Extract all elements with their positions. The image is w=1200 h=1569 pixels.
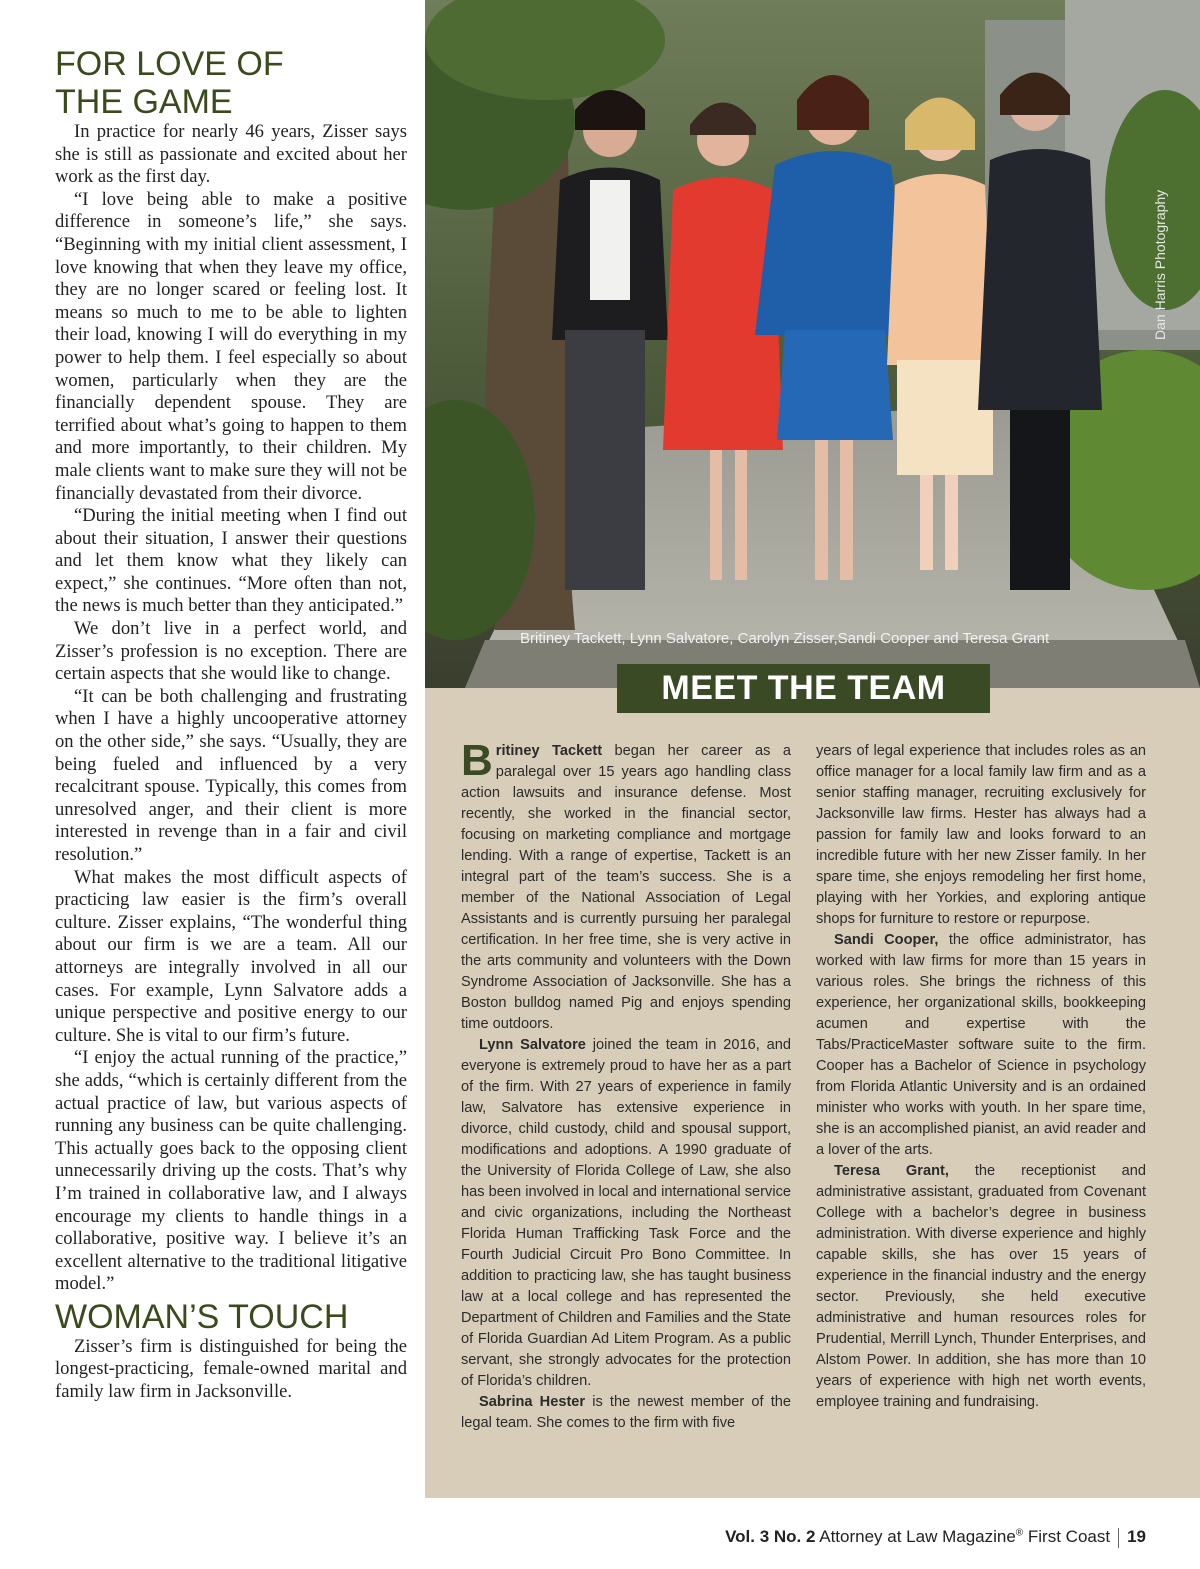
britiney-name: ritiney Tackett xyxy=(495,743,603,759)
team-photo-illustration xyxy=(425,0,1200,688)
lynn-name: Lynn Salvatore xyxy=(479,1037,586,1053)
team-column-right xyxy=(816,741,1146,1413)
britiney-paragraph xyxy=(461,736,792,1035)
paragraph: What makes the most difficult aspects of practicing law easier is the firm’s overall culture. Zisser explains, “The wonderful thing about our firm is we are a team. All our attorneys are integrally involved in all our cases. For example, Lynn Salvatore adds a unique perspective and positive energy to our culture. She is vital to our firm’s future. xyxy=(55,866,407,1046)
team-column-left xyxy=(461,736,792,1434)
photo-caption: Britiney Tackett, Lynn Salvatore, Carolyn Zisser,Sandi Cooper and Teresa Grant xyxy=(520,630,1050,647)
section-heading-love-of-game xyxy=(55,45,407,121)
sabrina-bio: is the newest member of the legal team. She comes to the firm with five xyxy=(461,1394,792,1431)
teresa-paragraph xyxy=(816,1161,1146,1413)
footer-divider xyxy=(1118,1528,1119,1548)
section-heading-womans-touch: WOMAN’S TOUCH xyxy=(55,1297,349,1336)
heading-line-1: FOR LOVE OF xyxy=(55,45,284,83)
sandi-name: Sandi Cooper, xyxy=(834,932,939,948)
sabrina-continued: years of legal experience that includes roles as an office manager for a local family law firm and as a senior staffing manager, recruiting exclusively for Jacksonville law firms. Hester has always had a passion for family law and looks forward to an incredible future with her new Zisser family. In her spare time, she enjoys remodeling her first home, playing with her Yorkies, and exploring antique shops for furniture to restore or repurpose. xyxy=(816,743,1146,927)
paragraph: Zisser’s firm is distinguished for being the longest-practicing, female-owned marital and family law firm in Jacksonville. xyxy=(55,1335,407,1403)
paragraph: “During the initial meeting when I find out about their situation, I answer their questions and let them know what they likely can expect,” she continues. “More often than not, the news is much better than they anticipated.” xyxy=(55,505,407,617)
teresa-bio: the receptionist and administrative assistant, graduated from Covenant College with a bachelor’s degree in business administration. With diverse experience and highly capable skills, she has over 15 years of experience in the financial industry and the energy sector. Previously, she held executive administrative and human resources roles for Prudential, Merrill Lynch, Thunder Enterprises, and Alstom Power. In addition, she has more than 10 years of experience with high net worth events, employee training and fundraising. xyxy=(816,1163,1146,1410)
paragraph: “It can be both challenging and frustrating when I have a highly uncooperative attorney on the other side,” she says. “Usually, they are being fueled and influenced by a very recalcitrant spouse. Typically, this comes from unresolved anger, and their client is more interested in revenge than in a fair and civil resolution.” xyxy=(55,685,407,865)
paragraph: We don’t live in a perfect world, and Zisser’s profession is no exception. There are certain aspects that she would like to change. xyxy=(55,618,407,685)
lynn-bio: joined the team in 2016, and everyone is extremely proud to have her as a part of the firm. With 27 years of experience in family law, Salvatore has extensive experience in divorce, child custody, child and spousal support, modifications and adoptions. A 1990 graduate of the University of Florida College of Law, she also has been involved in local and international service and civic organizations, including the Northeast Florida Human Trafficking Task Force and the Fourth Judicial Circuit Pro Bono Committee. In addition to practicing law, she has taught business law at a local college and has represented the Department of Children and Families and the State of Florida Guardian Ad Litem Program. As a public servant, she strongly advocates for the protection of Florida’s children. xyxy=(461,1037,791,1389)
footer-volume: Vol. 3 No. 2 xyxy=(725,1527,816,1546)
page-number: 19 xyxy=(1127,1527,1146,1546)
meet-the-team-banner: MEET THE TEAM xyxy=(617,664,990,713)
sabrina-name: Sabrina Hester xyxy=(479,1394,586,1410)
paragraph: “I enjoy the actual running of the practice,” she adds, “which is certainly different from the actual practice of law, but various aspects of running any business can be quite challenging. This actually goes back to the opposing client unnecessarily driving up the costs. That’s why I’m trained in collaborative law, and I always encourage my clients to handle things in a collaborative, positive way. I believe it’s an excellent alternative to the traditional litigative model.” xyxy=(55,1047,407,1295)
heading-line-2: THE GAME xyxy=(55,83,233,121)
drop-cap: B xyxy=(461,736,493,785)
footer-region: First Coast xyxy=(1023,1527,1111,1546)
paragraph: “I love being able to make a positive difference in someone’s life,” she says. “Beginning with my initial client assessment, I love knowing that when they leave my office, they are no longer scared or feeling lost. It means so much to me to be able to lighten their load, knowing I will do everything in my power to help them. I feel especially so about women, particularly when they are the financially dependent spouse. They are terrified about what’s going to happen to them and more importantly, to their children. My male clients want to make sure they will not be financially devastated from their divorce. xyxy=(55,188,407,504)
footer-registered: ® xyxy=(1015,1527,1024,1539)
left-article-column xyxy=(55,45,407,1404)
page-footer xyxy=(0,1527,1146,1548)
paragraph: In practice for nearly 46 years, Zisser says she is still as passionate and excited about her work as the first day. xyxy=(55,121,407,188)
britiney-bio: began her career as a paralegal over 15 years ago handling class action lawsuits and insurance defense. Most recently, she worked in the financial sector, focusing on marketing compliance and mortgage lending. With a range of expertise, Tackett is an integral part of the team’s success. She is a member of the National Association of Legal Assistants and is currently pursuing her paralegal certification. In her free time, she is very active in the arts community and volunteers with the Down Syndrome Association of Jacksonville. She has a Boston bulldog named Pig and enjoys spending time outdoors. xyxy=(461,743,792,1032)
footer-magazine: Attorney at Law Magazine xyxy=(815,1527,1016,1546)
sandi-bio: the office administrator, has worked with law firms for more than 15 years in various roles. She brings the richness of this experience, her organizational skills, bookkeeping acumen and expertise with the Tabs/PracticeMaster software suite to the firm. Cooper has a Bachelor of Science in psychology from Florida Atlantic University and is an ordained minister who works with youth. In her spare time, she is an accomplished pianist, an avid reader and a lover of the arts. xyxy=(816,932,1146,1158)
sandi-paragraph xyxy=(816,930,1146,1161)
teresa-name: Teresa Grant, xyxy=(834,1163,949,1179)
lynn-paragraph xyxy=(461,1035,791,1392)
photo-credit: Dan Harris Photography xyxy=(1152,189,1168,340)
team-photo xyxy=(425,0,1200,688)
sabrina-paragraph xyxy=(461,1392,791,1434)
